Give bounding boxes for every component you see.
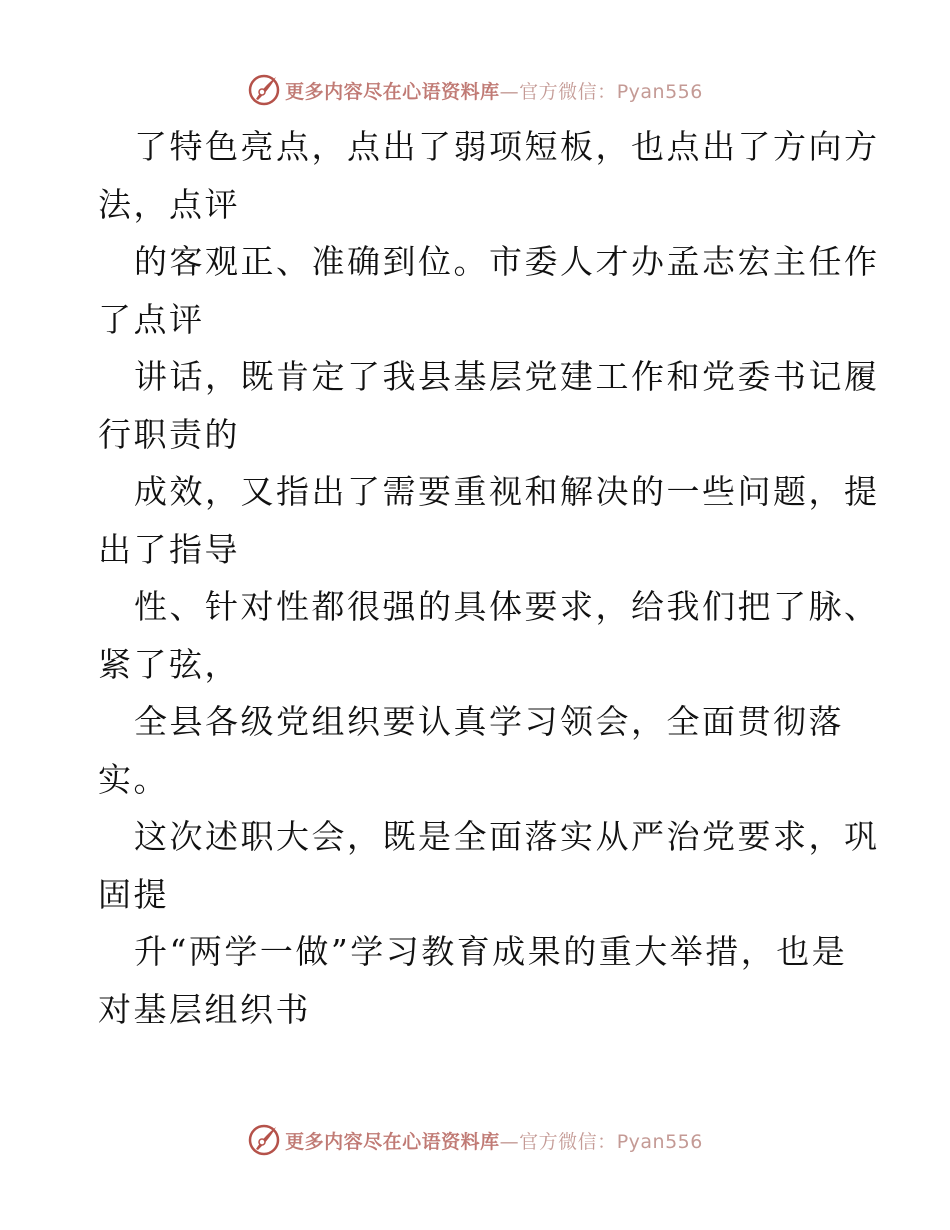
header-watermark: [0, 70, 950, 110]
text-line: 出了指导: [98, 529, 240, 569]
text-line: 了点评: [98, 299, 205, 339]
text-line: 成效，又指出了需要重视和解决的一些问题，提: [134, 472, 880, 511]
watermark-official: 官方微信：: [519, 1130, 617, 1153]
text-line: 紧了弦，: [98, 644, 240, 684]
text-line: 了特色亮点，点出了弱项短板，也点出了方向方: [134, 127, 880, 166]
watermark-text: [285, 77, 703, 104]
document-body: [98, 118, 880, 1038]
text-line: 实。: [98, 759, 169, 799]
text-line: 固提: [98, 874, 169, 914]
text-line: 行职责的: [98, 414, 240, 454]
text-line: 对基层组织书: [98, 989, 311, 1029]
text-line: 性、针对性都很强的具体要求，给我们把了脉、: [134, 587, 880, 626]
watermark-id: Pyan556: [616, 1130, 703, 1153]
text-line: 法，点评: [98, 184, 240, 224]
text-line: 升“两学一做”学习教育成果的重大举措，也是: [134, 932, 848, 971]
text-line: 讲话，既肯定了我县基层党建工作和党委书记履: [134, 357, 880, 396]
quill-logo-icon: [247, 1123, 281, 1157]
text-line: 全县各级党组织要认真学习领会，全面贯彻落: [134, 702, 844, 741]
watermark-official: 官方微信：: [519, 80, 617, 103]
watermark-separator: —: [499, 1130, 520, 1153]
quill-logo-icon: [247, 73, 281, 107]
watermark-id: Pyan556: [616, 80, 703, 103]
watermark-text: [285, 1127, 703, 1154]
watermark-separator: —: [499, 80, 520, 103]
footer-watermark: [0, 1120, 950, 1160]
text-line: 的客观正、准确到位。市委人才办孟志宏主任作: [134, 242, 880, 281]
watermark-name: 更多内容尽在心语资料库: [285, 1130, 500, 1153]
watermark-name: 更多内容尽在心语资料库: [285, 80, 500, 103]
text-line: 这次述职大会，既是全面落实从严治党要求，巩: [134, 817, 880, 856]
